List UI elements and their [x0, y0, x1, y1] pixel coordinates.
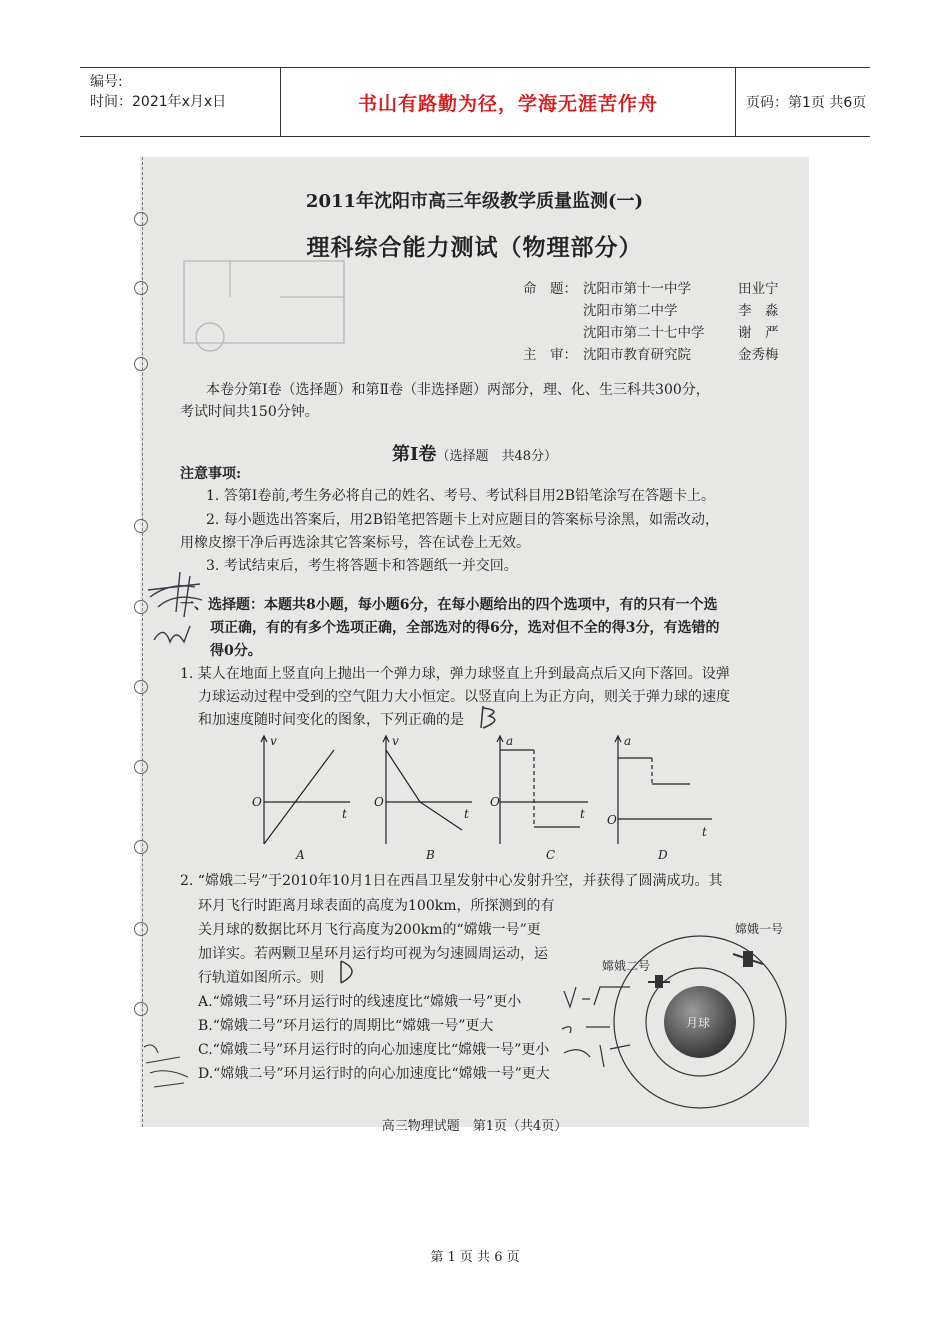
- question-1: 和加速度随时间变化的图象，下列正确的是: [198, 712, 464, 728]
- origin-label: O: [374, 795, 384, 809]
- question-2: 关月球的数据比环月飞行高度为200km的“嫦娥一号”更: [198, 922, 541, 938]
- t-label: t: [580, 807, 585, 821]
- credit-org: 沈阳市第二中学: [583, 303, 678, 319]
- punch-hole: [134, 680, 148, 694]
- section-title: 第Ⅰ卷: [392, 444, 437, 465]
- outer-orbit-label: 嫦娥一号: [735, 922, 784, 936]
- question-1: 力球运动过程中受到的空气阻力大小恒定。以竖直向上为正方向，则关于弹力球的速度: [198, 689, 730, 705]
- graph-c: [492, 732, 597, 862]
- part1-heading: 项正确，有的有多个选项正确，全部选对的得6分，选对但不全的得3分，有选错的: [210, 620, 720, 636]
- credit-name: 田业宁: [738, 281, 779, 297]
- credit-role: 命 题：: [523, 281, 577, 297]
- exam-sheet-scan: [140, 157, 809, 1134]
- intro-text: 本卷分第Ⅰ卷（选择题）和第Ⅱ卷（非选择题）两部分，理、化、生三科共300分，: [206, 382, 710, 398]
- t-label: t: [702, 825, 707, 839]
- credit-role: 主 审：: [523, 347, 577, 363]
- handwritten-answer-d: [335, 957, 365, 987]
- exam-title: 2011年沈阳市高三年级教学质量监测(一): [305, 191, 644, 212]
- axis-label: a: [624, 734, 632, 748]
- origin-label: O: [252, 795, 262, 809]
- question-1: 1. 某人在地面上竖直向上抛出一个弹力球，弹力球竖直上升到最高点后又向下落回。设弹: [180, 666, 730, 682]
- origin-label: O: [607, 813, 617, 827]
- sheet-footer: 高三物理试题 第1页（共4页）: [381, 1119, 568, 1134]
- document-header: [80, 67, 870, 137]
- part1-heading: 得0分。: [210, 643, 262, 659]
- option-c: C.“嫦娥二号”环月运行时的向心加速度比“嫦娥一号”更小: [198, 1042, 550, 1058]
- notice-item: 用橡皮擦干净后再选涂其它答案标号，答在试卷上无效。: [180, 535, 530, 551]
- punch-hole: [134, 760, 148, 774]
- punch-hole: [134, 281, 148, 295]
- header-page-label: 页码：第1页 共6页: [746, 95, 867, 111]
- punch-hole: [134, 840, 148, 854]
- punch-hole: [134, 519, 148, 533]
- intro-text: 考试时间共150分钟。: [180, 404, 319, 420]
- credit-org: 沈阳市第二十七中学: [583, 325, 705, 341]
- graph-d: [608, 732, 718, 862]
- page-footer: 第 1 页 共 6 页: [430, 1250, 520, 1265]
- header-meta: [80, 68, 280, 136]
- part1-heading: 一、选择题：本题共8小题，每小题6分，在每小题给出的四个选项中，有的只有一个选: [180, 597, 718, 613]
- graph-letter: B: [426, 848, 435, 862]
- notice-item: 1. 答第Ⅰ卷前,考生务必将自己的姓名、考号、考试科目用2B铅笔涂写在答题卡上。: [206, 488, 715, 504]
- punch-hole: [134, 212, 148, 226]
- orbit-diagram: [602, 902, 802, 1117]
- credit-name: 金秀梅: [738, 347, 779, 363]
- graph-a: [250, 732, 355, 862]
- punch-hole: [134, 922, 148, 936]
- punch-hole: [134, 357, 148, 371]
- axis-label: a: [506, 734, 514, 748]
- exam-subtitle: 理科综合能力测试（物理部分）: [306, 234, 643, 261]
- notice-item: 3. 考试结束后，考生将答题卡和答题纸一并交回。: [206, 558, 518, 574]
- option-b: B.“嫦娥二号”环月运行的周期比“嫦娥一号”更大: [198, 1018, 494, 1034]
- moon-label: 月球: [686, 1016, 711, 1030]
- option-d: D.“嫦娥二号”环月运行时的向心加速度比“嫦娥一号”更大: [198, 1066, 550, 1082]
- t-label: t: [342, 807, 347, 821]
- credit-org: 沈阳市教育研究院: [583, 347, 691, 363]
- credit-org: 沈阳市第十一中学: [583, 281, 691, 297]
- section-subtitle: （选择题 共48分）: [436, 449, 557, 464]
- axis-label: v: [270, 734, 277, 748]
- handwritten-answer-b: [475, 702, 515, 732]
- punch-hole: [134, 1002, 148, 1016]
- graph-letter: C: [546, 848, 556, 862]
- question-2: 行轨道如图所示。则: [198, 970, 324, 986]
- axis-label: v: [392, 734, 399, 748]
- graph-letter: A: [296, 848, 305, 862]
- time-label: 时间：2021年x月x日: [90, 94, 227, 110]
- origin-label: O: [490, 795, 500, 809]
- t-label: t: [464, 807, 469, 821]
- graph-letter: D: [658, 848, 668, 862]
- credit-name: 谢 严: [738, 325, 779, 341]
- question-2: 加详实。若两颗卫星环月运行均可视为匀速圆周运动，运: [198, 946, 548, 962]
- notice-item: 2. 每小题选出答案后，用2B铅笔把答题卡上对应题目的答案标号涂黑，如需改动，: [206, 512, 720, 528]
- header-motto: 书山有路勤为径，学海无涯苦作舟: [280, 68, 736, 136]
- question-2: 环月飞行时距离月球表面的高度为100km，所探测到的有: [198, 898, 555, 914]
- inner-orbit-label: 嫦娥二号: [602, 959, 651, 973]
- credit-name: 李 淼: [738, 303, 779, 319]
- notice-title: 注意事项:: [180, 466, 242, 482]
- question-2: 2. “嫦娥二号”于2010年10月1日在西昌卫星发射中心发射升空，并获得了圆满成功。其: [180, 873, 723, 889]
- serial-label: 编号:: [90, 74, 123, 90]
- graph-b: [372, 732, 477, 862]
- handwritten-note: [140, 1037, 200, 1097]
- option-a: A.“嫦娥二号”环月运行时的线速度比“嫦娥一号”更小: [198, 994, 522, 1010]
- satellite-icon: [648, 975, 670, 988]
